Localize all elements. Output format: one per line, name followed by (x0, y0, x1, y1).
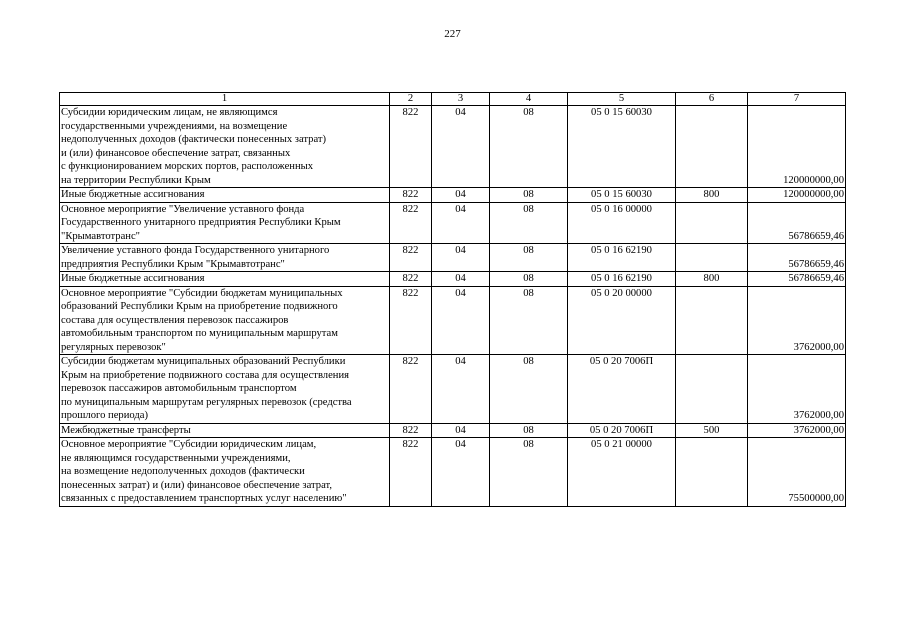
table-row (60, 188, 846, 203)
row-target-article-cell: 05 0 16 62190 (568, 272, 676, 287)
header-cell: 2 (390, 93, 432, 106)
row-name-line: Основное мероприятие "Субсидии бюджетам муниципальных (61, 287, 343, 299)
row-section-cell: 04 (432, 202, 490, 244)
row-amount-cell: 56786659,46 (748, 202, 846, 244)
row-name-cell (60, 355, 390, 424)
header-cell: 7 (748, 93, 846, 106)
row-subsection-cell: 08 (490, 244, 568, 272)
row-code-cell: 822 (390, 202, 432, 244)
row-name-line: и (или) финансовое обеспечение затрат, связанных (61, 147, 291, 159)
row-name-line: Межбюджетные трансферты (61, 424, 191, 436)
row-amount-cell: 120000000,00 (748, 188, 846, 203)
row-target-article-cell: 05 0 15 60030 (568, 188, 676, 203)
row-code-cell: 822 (390, 355, 432, 424)
row-code-cell: 822 (390, 423, 432, 438)
row-expense-type-cell: 800 (676, 272, 748, 287)
header-row (60, 93, 846, 106)
row-subsection-cell: 08 (490, 188, 568, 203)
row-target-article-cell: 05 0 16 00000 (568, 202, 676, 244)
row-expense-type-cell (676, 355, 748, 424)
row-amount-cell: 3762000,00 (748, 423, 846, 438)
row-target-article-cell: 05 0 15 60030 (568, 106, 676, 188)
row-section-cell: 04 (432, 286, 490, 355)
row-name-line: Увеличение уставного фонда Государственного унитарного (61, 245, 330, 256)
row-section-cell: 04 (432, 244, 490, 272)
row-target-article-cell: 05 0 20 00000 (568, 286, 676, 355)
row-subsection-cell: 08 (490, 202, 568, 244)
table-row (60, 244, 846, 272)
row-code-cell: 822 (390, 286, 432, 355)
row-amount-cell: 3762000,00 (748, 355, 846, 424)
row-name-cell (60, 438, 390, 507)
row-subsection-cell: 08 (490, 106, 568, 188)
row-name-line: предприятия Республики Крым "Крымавтотранс" (61, 258, 285, 270)
row-name-line: Государственного унитарного предприятия Республики Крым (61, 217, 341, 228)
row-name-line: недополученных доходов (фактически понесенных затрат) (61, 134, 327, 145)
table-row (60, 355, 846, 424)
row-target-article-cell: 05 0 16 62190 (568, 244, 676, 272)
row-subsection-cell: 08 (490, 272, 568, 287)
row-name-cell (60, 286, 390, 355)
table-row (60, 272, 846, 287)
table-body (60, 106, 846, 507)
header-cell: 6 (676, 93, 748, 106)
row-name-line: Крым на приобретение подвижного состава для осуществления (61, 369, 350, 381)
table-row (60, 438, 846, 507)
row-name-line: не являющимся государственными учреждениями, (61, 452, 291, 464)
row-name-cell (60, 244, 390, 272)
row-name-line: перевозок пассажиров автомобильным транспортом (61, 383, 297, 394)
row-name-line: с функционированием морских портов, расположенных (61, 161, 314, 172)
row-amount-cell: 120000000,00 (748, 106, 846, 188)
row-amount-cell: 3762000,00 (748, 286, 846, 355)
table-row (60, 286, 846, 355)
row-section-cell: 04 (432, 355, 490, 424)
row-subsection-cell: 08 (490, 438, 568, 507)
row-expense-type-cell (676, 438, 748, 507)
row-name-cell (60, 423, 390, 438)
header-cell: 1 (60, 93, 390, 106)
row-code-cell: 822 (390, 244, 432, 272)
row-name-line: Иные бюджетные ассигнования (61, 273, 205, 284)
row-code-cell: 822 (390, 272, 432, 287)
row-section-cell: 04 (432, 438, 490, 507)
row-code-cell: 822 (390, 106, 432, 188)
row-name-line: Иные бюджетные ассигнования (61, 189, 205, 200)
row-subsection-cell: 08 (490, 355, 568, 424)
row-section-cell: 04 (432, 188, 490, 203)
row-expense-type-cell (676, 244, 748, 272)
row-name-line: Основное мероприятие "Субсидии юридическим лицам, (61, 439, 317, 450)
table-row (60, 106, 846, 188)
row-section-cell: 04 (432, 106, 490, 188)
row-code-cell: 822 (390, 438, 432, 507)
row-name-line: "Крымавтотранс" (61, 230, 140, 242)
row-expense-type-cell: 500 (676, 423, 748, 438)
row-target-article-cell: 05 0 20 7006П (568, 355, 676, 424)
row-amount-cell: 56786659,46 (748, 272, 846, 287)
row-expense-type-cell (676, 106, 748, 188)
row-subsection-cell: 08 (490, 286, 568, 355)
row-subsection-cell: 08 (490, 423, 568, 438)
row-name-cell (60, 272, 390, 287)
table-row (60, 202, 846, 244)
row-target-article-cell: 05 0 21 00000 (568, 438, 676, 507)
row-name-line: Субсидии бюджетам муниципальных образований Республики (61, 356, 346, 367)
row-section-cell: 04 (432, 272, 490, 287)
row-code-cell: 822 (390, 188, 432, 203)
row-target-article-cell: 05 0 20 7006П (568, 423, 676, 438)
row-amount-cell: 75500000,00 (748, 438, 846, 507)
row-name-line: понесенных затрат) и (или) финансовое обеспечение затрат, (61, 479, 332, 491)
row-name-cell (60, 202, 390, 244)
row-name-line: на возмещение недополученных доходов (фактически (61, 466, 305, 477)
row-expense-type-cell (676, 202, 748, 244)
row-name-line: прошлого периода) (61, 410, 148, 421)
row-name-line: государственными учреждениями, на возмещение (61, 120, 288, 132)
page-number: 227 (444, 28, 461, 40)
row-name-line: по муниципальным маршрутам регулярных перевозок (средства (61, 396, 352, 408)
row-name-line: связанных с предоставлением транспортных услуг населению" (61, 493, 347, 504)
row-expense-type-cell (676, 286, 748, 355)
row-amount-cell: 56786659,46 (748, 244, 846, 272)
row-name-line: регулярных перевозок" (61, 341, 166, 353)
header-cell: 4 (490, 93, 568, 106)
row-name-cell (60, 188, 390, 203)
row-name-line: автомобильным транспортом по муниципальным маршрутам (61, 328, 338, 339)
row-name-line: Субсидии юридическим лицам, не являющимся (61, 107, 278, 118)
row-name-line: состава для осуществления перевозок пассажиров (61, 314, 289, 326)
row-name-line: на территории Республики Крым (61, 174, 211, 186)
header-cell: 5 (568, 93, 676, 106)
row-section-cell: 04 (432, 423, 490, 438)
row-name-line: образований Республики Крым на приобретение подвижного (61, 301, 338, 312)
table-row (60, 423, 846, 438)
row-expense-type-cell: 800 (676, 188, 748, 203)
budget-table (59, 92, 846, 507)
row-name-line: Основное мероприятие "Увеличение уставного фонда (61, 203, 305, 215)
header-cell: 3 (432, 93, 490, 106)
row-name-cell (60, 106, 390, 188)
